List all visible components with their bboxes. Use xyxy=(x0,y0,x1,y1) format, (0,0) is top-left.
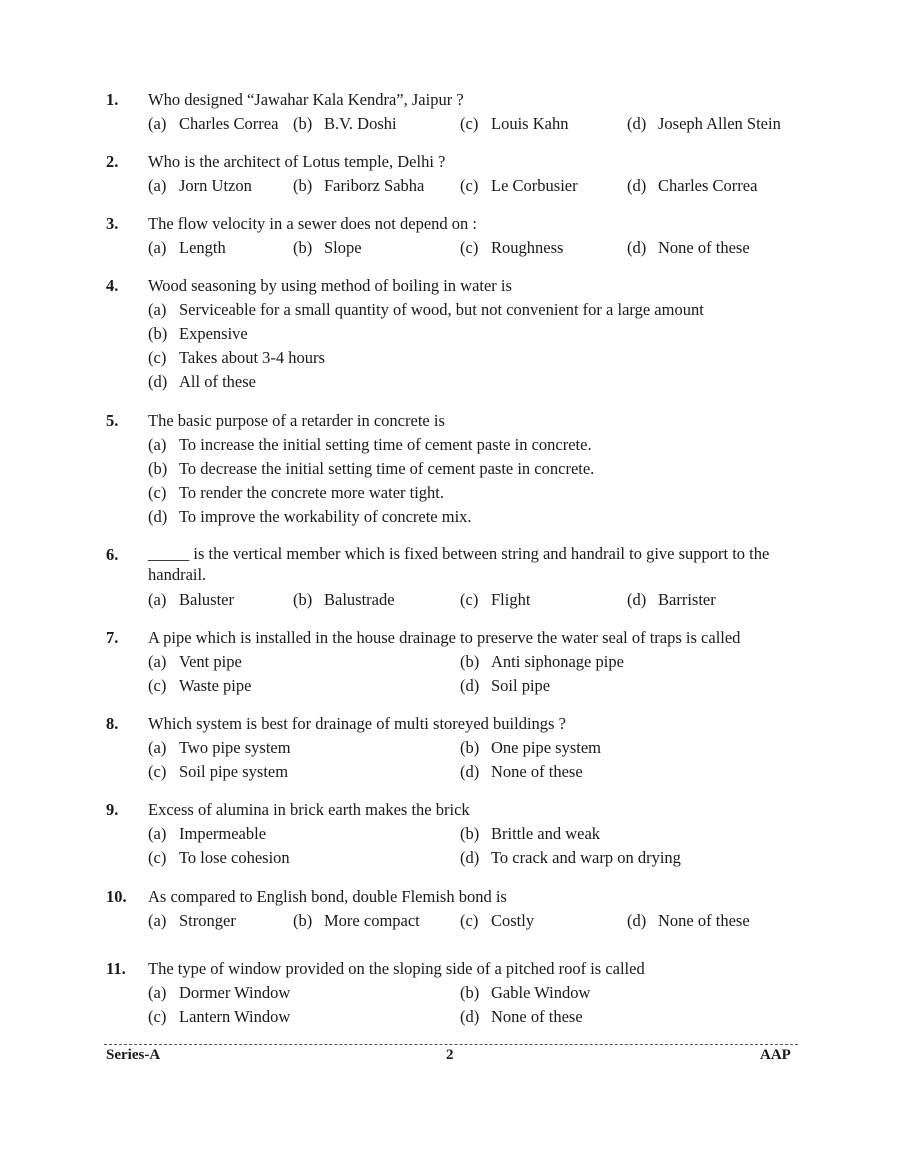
footer-divider xyxy=(104,1044,798,1045)
option-d xyxy=(148,370,256,394)
option-label: (d) xyxy=(460,762,480,781)
question-number: 11. xyxy=(106,959,126,978)
option-b xyxy=(460,650,624,674)
question-text: Excess of alumina in brick earth makes the brick xyxy=(148,800,470,819)
option-d xyxy=(627,909,750,933)
option-label: (c) xyxy=(460,911,479,930)
option-text: To improve the workability of concrete mix. xyxy=(179,507,472,526)
option-label: (c) xyxy=(460,590,479,609)
option-label: (c) xyxy=(148,762,167,781)
option-b xyxy=(293,236,362,260)
option-label: (c) xyxy=(148,348,167,367)
option-label: (d) xyxy=(627,176,647,195)
option-c xyxy=(460,174,578,198)
question-text: _____ is the vertical member which is fixed between string and handrail to give support to the handrail. xyxy=(148,544,770,584)
option-text: Brittle and weak xyxy=(491,824,601,843)
option-label: (c) xyxy=(460,176,479,195)
option-c xyxy=(460,588,530,612)
option-text: Takes about 3-4 hours xyxy=(179,348,325,367)
option-text: Length xyxy=(179,238,226,257)
option-b xyxy=(460,736,601,760)
question-text: A pipe which is installed in the house drainage to preserve the water seal of traps is called xyxy=(148,628,741,647)
option-c xyxy=(460,909,534,933)
option-b xyxy=(460,981,590,1005)
option-c xyxy=(148,674,251,698)
option-label: (b) xyxy=(293,911,313,930)
option-b xyxy=(293,588,395,612)
option-text: One pipe system xyxy=(491,738,601,757)
option-label: (c) xyxy=(460,114,479,133)
option-b xyxy=(293,112,397,136)
question-text: Wood seasoning by using method of boiling in water is xyxy=(148,276,512,295)
option-text: Slope xyxy=(324,238,362,257)
option-b xyxy=(148,322,248,346)
option-text: B.V. Doshi xyxy=(324,114,397,133)
option-text: Charles Correa xyxy=(658,176,758,195)
option-label: (b) xyxy=(148,459,168,478)
option-a xyxy=(148,236,226,260)
question-number: 8. xyxy=(106,714,119,733)
option-label: (d) xyxy=(460,848,480,867)
option-label: (c) xyxy=(148,1007,167,1026)
option-d xyxy=(627,112,781,136)
question-number: 3. xyxy=(106,214,119,233)
option-text: More compact xyxy=(324,911,420,930)
question-text: The flow velocity in a sewer does not depend on : xyxy=(148,214,477,233)
option-text: Gable Window xyxy=(491,983,591,1002)
option-a xyxy=(148,433,592,457)
question-number: 7. xyxy=(106,628,119,647)
option-text: Jorn Utzon xyxy=(179,176,252,195)
option-b xyxy=(460,822,600,846)
option-a xyxy=(148,736,291,760)
question-number: 5. xyxy=(106,411,119,430)
option-text: Two pipe system xyxy=(179,738,291,757)
question-number: 10. xyxy=(106,887,127,906)
question-text: The type of window provided on the sloping side of a pitched roof is called xyxy=(148,959,645,978)
option-label: (a) xyxy=(148,911,167,930)
option-label: (d) xyxy=(627,114,647,133)
option-label: (b) xyxy=(293,590,313,609)
option-text: Barrister xyxy=(658,590,716,609)
option-label: (d) xyxy=(148,372,168,391)
option-label: (c) xyxy=(148,483,167,502)
option-label: (a) xyxy=(148,652,167,671)
question-number: 9. xyxy=(106,800,119,819)
option-d xyxy=(460,1005,583,1029)
option-label: (a) xyxy=(148,238,167,257)
option-c xyxy=(148,481,444,505)
option-c xyxy=(148,1005,290,1029)
option-a xyxy=(148,909,236,933)
option-text: Louis Kahn xyxy=(491,114,569,133)
option-text: Baluster xyxy=(179,590,234,609)
option-b xyxy=(293,174,424,198)
question-text: Who is the architect of Lotus temple, Delhi ? xyxy=(148,152,446,171)
question-text: The basic purpose of a retarder in concrete is xyxy=(148,411,445,430)
option-label: (a) xyxy=(148,983,167,1002)
option-a xyxy=(148,822,266,846)
option-label: (b) xyxy=(460,738,480,757)
option-label: (b) xyxy=(460,652,480,671)
option-text: Anti siphonage pipe xyxy=(491,652,624,671)
question-text: Which system is best for drainage of multi storeyed buildings ? xyxy=(148,714,566,733)
option-c xyxy=(148,346,325,370)
option-label: (a) xyxy=(148,738,167,757)
option-label: (b) xyxy=(460,983,480,1002)
option-text: Joseph Allen Stein xyxy=(658,114,781,133)
option-d xyxy=(460,674,550,698)
option-label: (a) xyxy=(148,590,167,609)
footer-code: AAP xyxy=(760,1047,791,1063)
option-c xyxy=(460,236,563,260)
option-label: (a) xyxy=(148,300,167,319)
option-a xyxy=(148,298,704,322)
option-text: Balustrade xyxy=(324,590,395,609)
question-number: 1. xyxy=(106,90,119,109)
option-text: None of these xyxy=(491,762,583,781)
option-text: None of these xyxy=(658,238,750,257)
option-label: (d) xyxy=(627,590,647,609)
option-label: (a) xyxy=(148,176,167,195)
option-label: (c) xyxy=(148,676,167,695)
option-text: Stronger xyxy=(179,911,236,930)
option-label: (d) xyxy=(148,507,168,526)
option-label: (d) xyxy=(460,1007,480,1026)
option-a xyxy=(148,112,278,136)
option-text: Costly xyxy=(491,911,535,930)
option-d xyxy=(627,588,716,612)
option-text: Roughness xyxy=(491,238,564,257)
option-text: To increase the initial setting time of cement paste in concrete. xyxy=(179,435,592,454)
question-number: 4. xyxy=(106,276,119,295)
option-text: Charles Correa xyxy=(179,114,279,133)
option-label: (b) xyxy=(293,114,313,133)
option-c xyxy=(460,112,568,136)
option-c xyxy=(148,846,290,870)
option-text: None of these xyxy=(658,911,750,930)
option-label: (d) xyxy=(627,238,647,257)
option-label: (c) xyxy=(460,238,479,257)
option-label: (a) xyxy=(148,824,167,843)
option-b xyxy=(148,457,594,481)
option-a xyxy=(148,588,234,612)
option-label: (d) xyxy=(460,676,480,695)
option-d xyxy=(627,174,757,198)
option-label: (d) xyxy=(627,911,647,930)
question-text: As compared to English bond, double Flemish bond is xyxy=(148,887,507,906)
option-a xyxy=(148,650,242,674)
option-b xyxy=(293,909,420,933)
option-label: (b) xyxy=(460,824,480,843)
option-d xyxy=(460,760,583,784)
option-text: To crack and warp on drying xyxy=(491,848,681,867)
option-text: Waste pipe xyxy=(179,676,252,695)
option-text: To lose cohesion xyxy=(179,848,290,867)
footer-series: Series-A xyxy=(106,1047,161,1063)
option-text: Vent pipe xyxy=(179,652,242,671)
option-text: Lantern Window xyxy=(179,1007,291,1026)
option-label: (c) xyxy=(148,848,167,867)
option-a xyxy=(148,174,252,198)
option-text: Flight xyxy=(491,590,531,609)
option-label: (b) xyxy=(148,324,168,343)
option-label: (b) xyxy=(293,238,313,257)
option-label: (a) xyxy=(148,435,167,454)
option-a xyxy=(148,981,290,1005)
option-c xyxy=(148,760,288,784)
option-d xyxy=(627,236,750,260)
option-text: Impermeable xyxy=(179,824,267,843)
option-text: Le Corbusier xyxy=(491,176,578,195)
option-text: To render the concrete more water tight. xyxy=(179,483,445,502)
option-text: Dormer Window xyxy=(179,983,291,1002)
option-label: (b) xyxy=(293,176,313,195)
option-d xyxy=(460,846,681,870)
page-number: 2 xyxy=(446,1047,454,1063)
option-text: None of these xyxy=(491,1007,583,1026)
option-text: To decrease the initial setting time of cement paste in concrete. xyxy=(179,459,595,478)
question-number: 6. xyxy=(106,545,119,564)
option-text: Serviceable for a small quantity of wood, but not convenient for a large amount xyxy=(179,300,704,319)
option-text: Fariborz Sabha xyxy=(324,176,425,195)
option-d xyxy=(148,505,472,529)
option-text: Expensive xyxy=(179,324,248,343)
question-text: Who designed “Jawahar Kala Kendra”, Jaipur ? xyxy=(148,90,464,109)
option-text: Soil pipe xyxy=(491,676,551,695)
option-label: (a) xyxy=(148,114,167,133)
option-text: Soil pipe system xyxy=(179,762,289,781)
question-number: 2. xyxy=(106,152,119,171)
option-text: All of these xyxy=(179,372,256,391)
